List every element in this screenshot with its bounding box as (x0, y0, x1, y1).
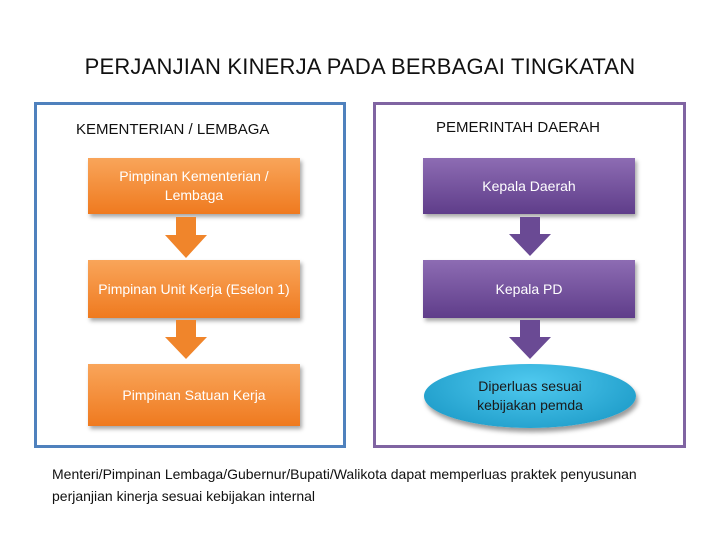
footnote: Menteri/Pimpinan Lembaga/Gubernur/Bupati/Walikota dapat memperluas praktek penyusunan perjanjian kinerja sesuai kebijakan internal (52, 466, 637, 504)
page-title: PERJANJIAN KINERJA PADA BERBAGAI TINGKATAN (84, 54, 636, 79)
box-pimpinan-satuan-kerja: Pimpinan Satuan Kerja (88, 364, 300, 426)
arrow-down-icon (164, 320, 208, 360)
oval-diperluas: Diperluas sesuai kebijakan pemda (424, 364, 636, 428)
arrow-down-icon (508, 320, 552, 360)
panel-heading-pemda: PEMERINTAH DAERAH (436, 119, 600, 136)
panel-heading-kementerian: KEMENTERIAN / LEMBAGA (76, 121, 270, 138)
box-pimpinan-kementerian: Pimpinan Kementerian / Lembaga (88, 158, 300, 214)
arrow-down-icon (164, 217, 208, 259)
arrow-down-icon (508, 217, 552, 257)
box-kepala-daerah: Kepala Daerah (423, 158, 635, 214)
box-kepala-pd: Kepala PD (423, 260, 635, 318)
box-pimpinan-unit-kerja: Pimpinan Unit Kerja (Eselon 1) (88, 260, 300, 318)
